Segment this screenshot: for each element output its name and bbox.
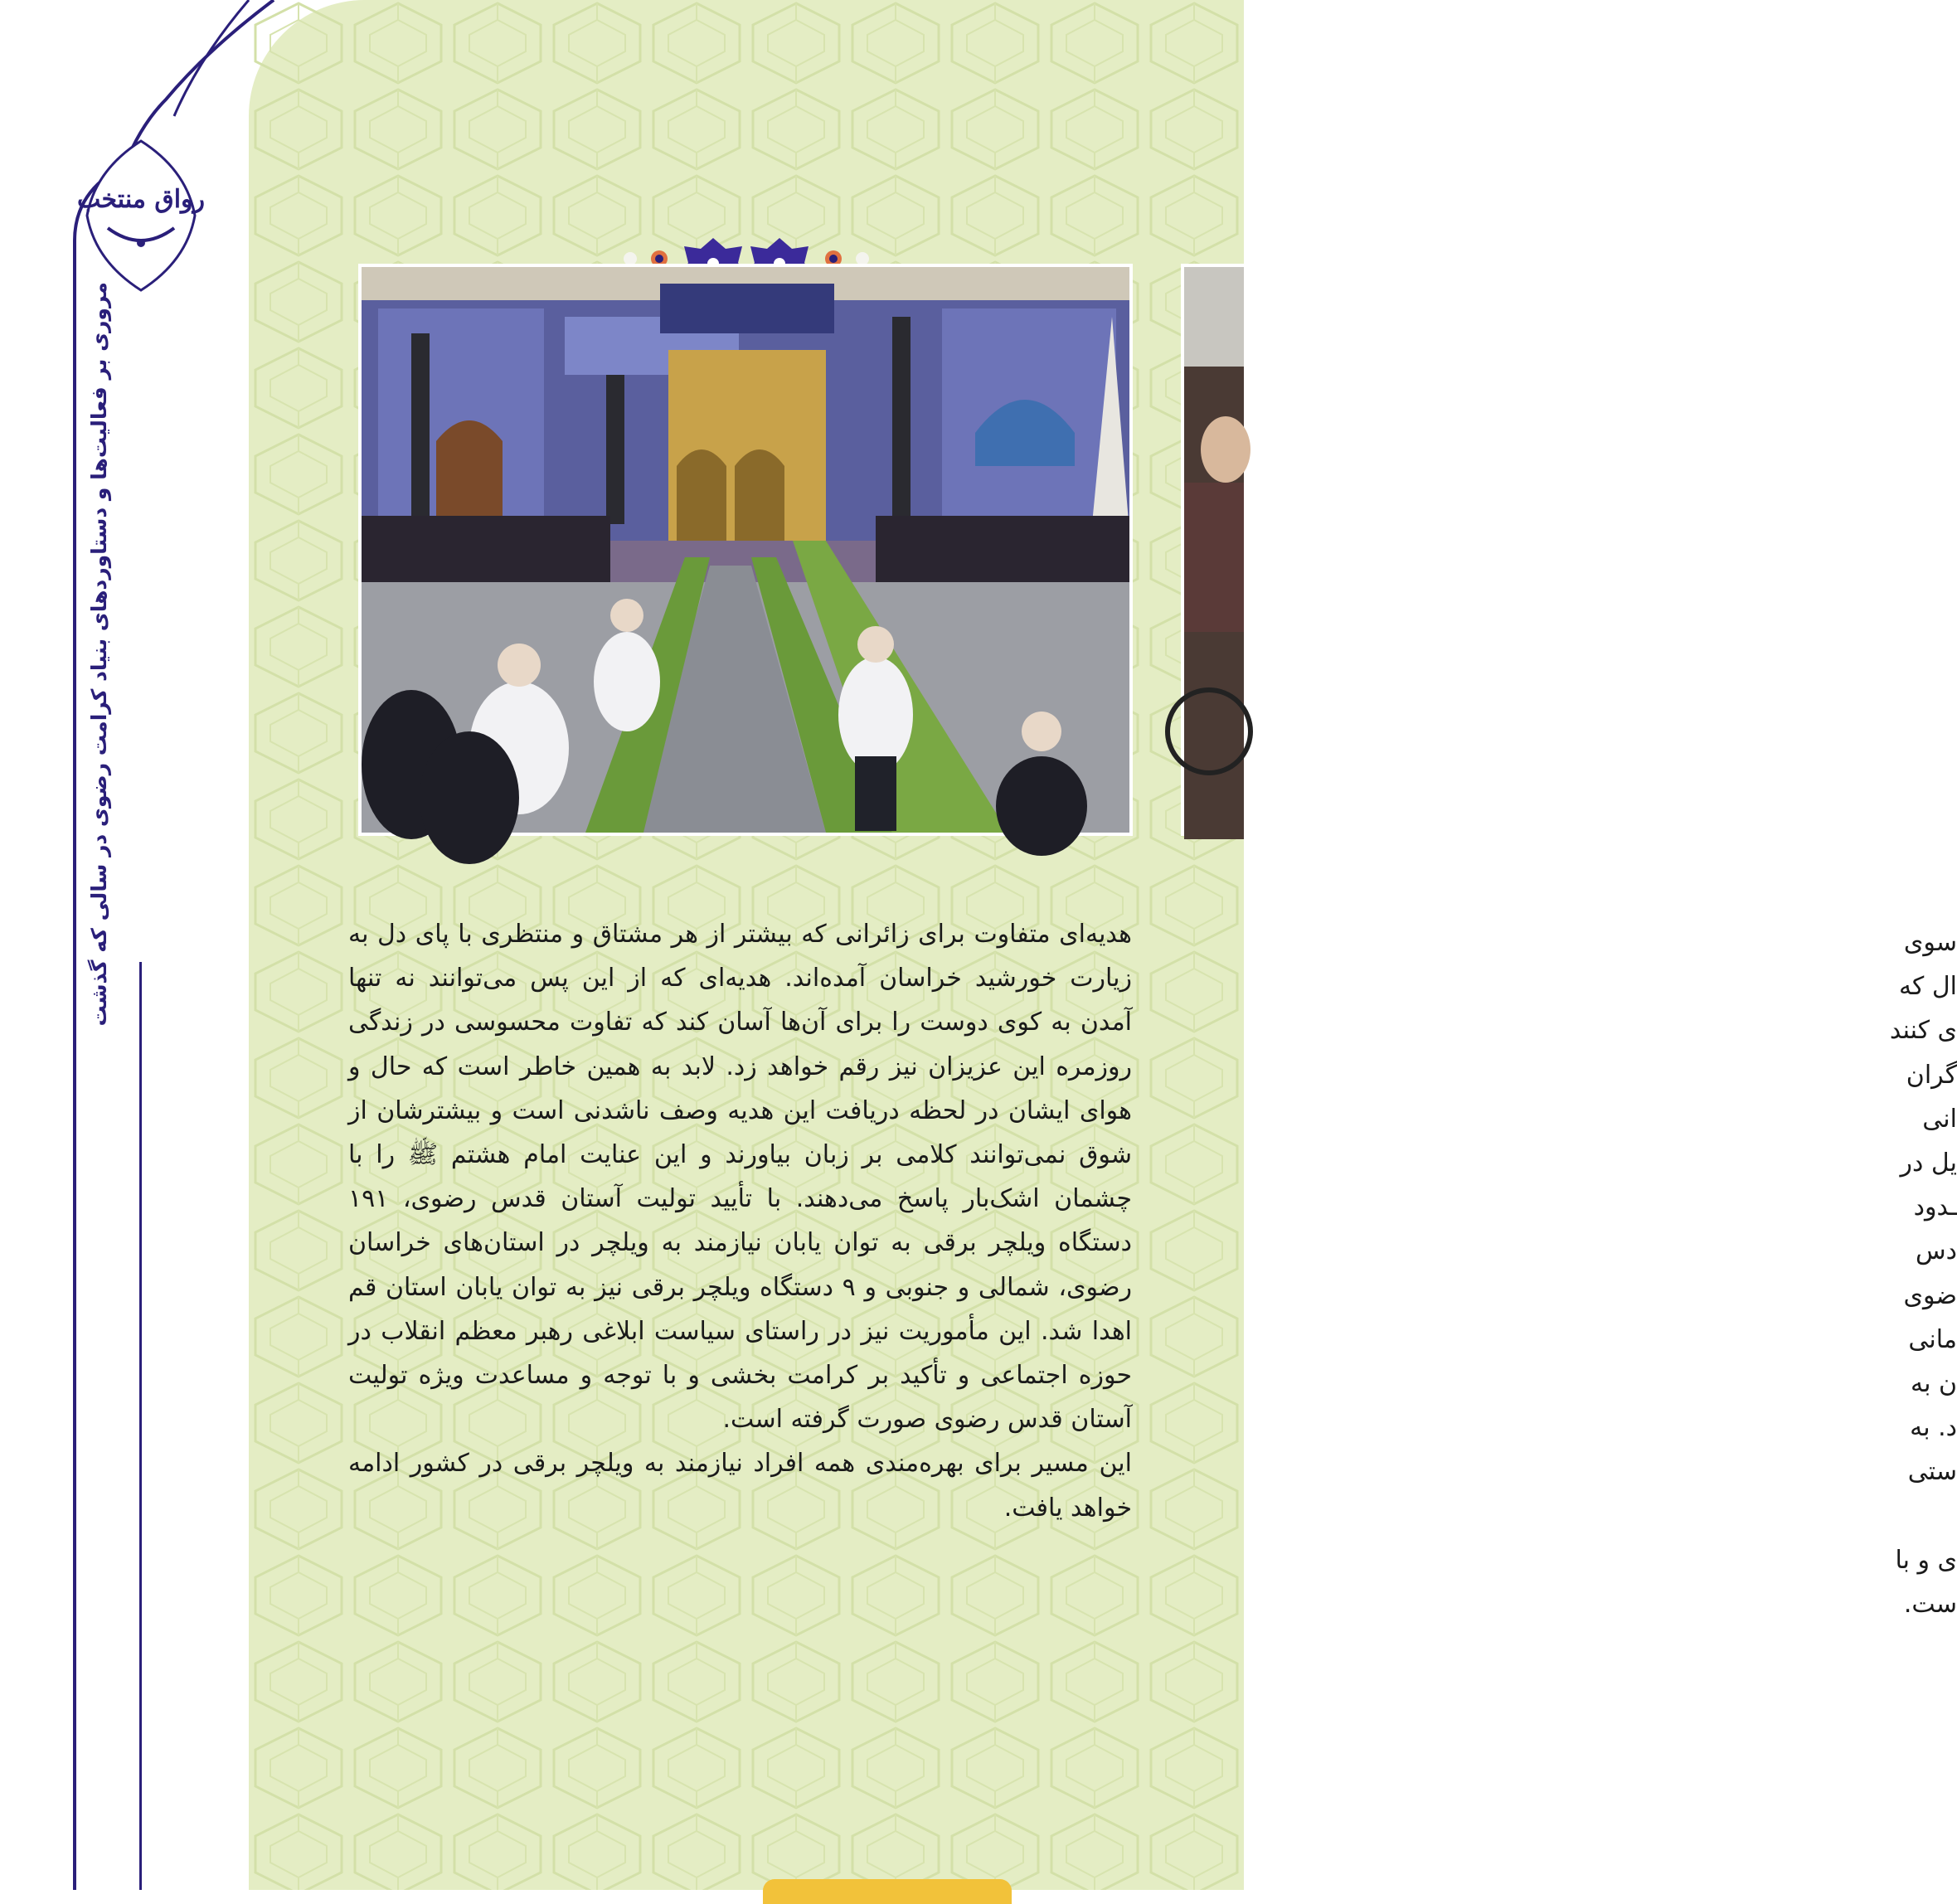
- cut-line: ـدود: [1913, 1192, 1957, 1222]
- cut-line: [1173, 1494, 1957, 1538]
- cut-line: ضوی: [1903, 1280, 1957, 1310]
- logo-text: رواق منتخب: [76, 185, 206, 214]
- cut-line: ن به: [1910, 1369, 1957, 1399]
- photo-illustration-2: [1184, 267, 1244, 839]
- cut-line: ستی: [1907, 1457, 1957, 1487]
- cut-line: ی و با: [1895, 1545, 1957, 1575]
- cut-off-column-text: [1173, 920, 1957, 1626]
- article-paragraph: هدیه‌ای متفاوت برای زائرانی که بیشتر از هر مشتاق و منتظری با پای دل به زیارت خورشید خراسان آمده‌اند. هدیه‌ای که از این پس می‌توانند نه تنها آمدن به کوی دوست را برای آن‌ها آسان کند که تفاوت محسوسی در زندگی روزمره این عزیزان نیز رقم خواهد زد. لابد به همین خاطر است که حال و هوای ایشان در لحظه دریافت این هدیه وصف ناشدنی است و بیشترشان از شوق نمی‌توانند کلامی بر زبان بیاورند و این عنایت امام هشتم ﷺ را با چشمان اشک‌بار پاسخ می‌دهند. با تأیید تولیت آستان قدس رضوی، ۱۹۱ دستگاه ویلچر برقی به توان یابان نیازمند به ویلچر در استان‌های خراسان رضوی، شمالی و جنوبی و ۹ دستگاه ویلچر برقی نیز به توان یابان استان قم اهدا شد. این مأموریت نیز در راستای سیاست ابلاغی رهبر معظم انقلاب در حوزه اجتماعی و تأکید بر کرامت بخشی و با توجه و مساعدت ویژه تولیت آستان قدس رضوی صورت گرفته است.: [348, 920, 1132, 1435]
- cut-line: د. به: [1910, 1413, 1957, 1443]
- magazine-logo: [76, 137, 206, 294]
- cut-line: مانی: [1908, 1324, 1957, 1354]
- shrine-courtyard-photo: [358, 264, 1133, 836]
- second-photo-cropped: [1181, 264, 1244, 836]
- cut-line: انی: [1922, 1104, 1957, 1134]
- cut-line: سوی: [1903, 928, 1957, 957]
- calligraphy-logo-icon: [76, 137, 206, 294]
- cut-line: ال که: [1898, 972, 1957, 1002]
- cut-line: یل در: [1900, 1149, 1957, 1178]
- inner-border-rule: [139, 962, 142, 1890]
- vertical-section-title: مروری بر فعالیت‌ها و دستاوردهای بنیاد کرامت رضوی در سالی که گذشت: [87, 282, 111, 1027]
- article-paragraph: این مسیر برای بهره‌مندی همه افراد نیازمند به ویلچر برقی در کشور ادامه خواهد یافت.: [348, 1449, 1132, 1523]
- cut-line: ی کنند: [1889, 1016, 1957, 1046]
- bottom-tab-decoration: [763, 1879, 1012, 1904]
- cut-off-column: [1173, 920, 1957, 1833]
- article-body: [348, 912, 1132, 1530]
- photo-illustration: [362, 267, 1129, 833]
- cut-line: ست.: [1903, 1590, 1957, 1620]
- left-border-rule: [73, 274, 76, 1890]
- cut-line: دس: [1916, 1236, 1957, 1266]
- cut-line: گران: [1906, 1060, 1957, 1090]
